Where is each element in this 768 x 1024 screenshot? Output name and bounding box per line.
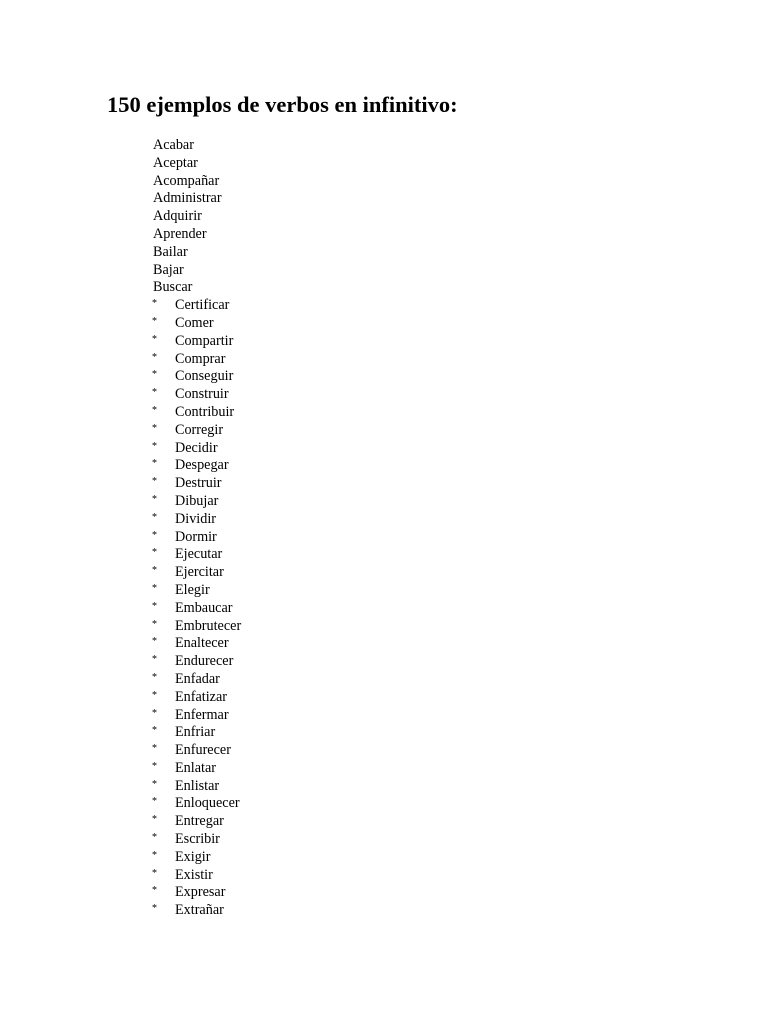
list-item-label: Ejercitar [175,564,224,581]
asterisk-bullet-icon: * [152,707,157,719]
asterisk-bullet-icon: * [152,298,157,310]
list-item-label: Enfriar [175,724,216,741]
asterisk-bullet-icon: * [152,351,157,363]
asterisk-bullet-icon: * [152,511,157,523]
list-item-label: Enfermar [175,706,229,723]
list-item-label: Bailar [153,243,188,260]
list-item-label: Enfurecer [175,742,231,759]
asterisk-bullet-icon: * [152,618,157,630]
list-item-label: Enlistar [175,777,220,794]
list-item-label: Enfatizar [175,688,227,705]
asterisk-bullet-icon: * [152,458,157,470]
list-item-label: Decidir [175,439,218,456]
asterisk-bullet-icon: * [152,867,157,879]
list-item-label: Extrañar [175,902,224,919]
asterisk-bullet-icon: * [152,778,157,790]
asterisk-bullet-icon: * [152,654,157,666]
asterisk-bullet-icon: * [152,333,157,345]
list-item-label: Administrar [153,190,222,207]
list-item-label: Despegar [175,457,229,474]
list-item-label: Comprar [175,350,226,367]
list-item-label: Compartir [175,332,234,349]
list-item-label: Acompañar [153,172,220,189]
asterisk-bullet-icon: * [152,636,157,648]
list-item-label: Buscar [153,279,193,296]
list-item-label: Embrutecer [175,617,242,634]
asterisk-bullet-icon: * [152,885,157,897]
list-item-label: Conseguir [175,368,234,385]
list-item-label: Aprender [153,225,207,242]
asterisk-bullet-icon: * [152,600,157,612]
asterisk-bullet-icon: * [152,315,157,327]
list-item-label: Certificar [175,297,230,314]
asterisk-bullet-icon: * [152,387,157,399]
list-item-label: Bajar [153,261,184,278]
asterisk-bullet-icon: * [152,476,157,488]
list-item-label: Elegir [175,581,210,598]
list-item-label: Endurecer [175,653,234,670]
asterisk-bullet-icon: * [152,671,157,683]
asterisk-bullet-icon: * [152,529,157,541]
asterisk-bullet-icon: * [152,369,157,381]
list-item-label: Construir [175,386,229,403]
list-item-label: Dibujar [175,492,219,509]
list-item-label: Aceptar [153,154,198,171]
asterisk-bullet-icon: * [152,689,157,701]
list-item-label: Enaltecer [175,635,229,652]
asterisk-bullet-icon: * [152,440,157,452]
asterisk-bullet-icon: * [152,814,157,826]
asterisk-bullet-icon: * [152,743,157,755]
asterisk-bullet-icon: * [152,493,157,505]
asterisk-bullet-icon: * [152,725,157,737]
list-item-label: Corregir [175,421,224,438]
list-item-label: Adquirir [153,208,202,225]
asterisk-bullet-icon: * [152,422,157,434]
asterisk-bullet-icon: * [152,796,157,808]
asterisk-bullet-icon: * [152,582,157,594]
list-item-label: Dormir [175,528,217,545]
asterisk-bullet-icon: * [152,565,157,577]
list-item-label: Expresar [175,884,226,901]
list-item-label: Comer [175,314,214,331]
asterisk-bullet-icon: * [152,760,157,772]
list-item-label: Exigir [175,848,211,865]
asterisk-bullet-icon: * [152,832,157,844]
list-item-label: Escribir [175,831,220,848]
list-item-label: Acabar [153,137,194,153]
list-item-label: Enlatar [175,759,216,776]
list-item-label: Enfadar [175,670,220,687]
list-item-label: Embaucar [175,599,233,616]
list-item-label: Entregar [175,813,224,830]
list-item-label: Enloquecer [175,795,240,812]
asterisk-bullet-icon: * [152,404,157,416]
list-item-label: Contribuir [175,403,235,420]
list-item-label: Ejecutar [175,546,223,563]
asterisk-bullet-icon: * [152,849,157,861]
page-title: 150 ejemplos de verbos en infinitivo: [107,92,458,117]
list-item-label: Dividir [175,510,216,527]
asterisk-bullet-icon: * [152,903,157,915]
list-item-label: Existir [175,866,213,883]
list-item-label: Destruir [175,475,222,492]
asterisk-bullet-icon: * [152,547,157,559]
